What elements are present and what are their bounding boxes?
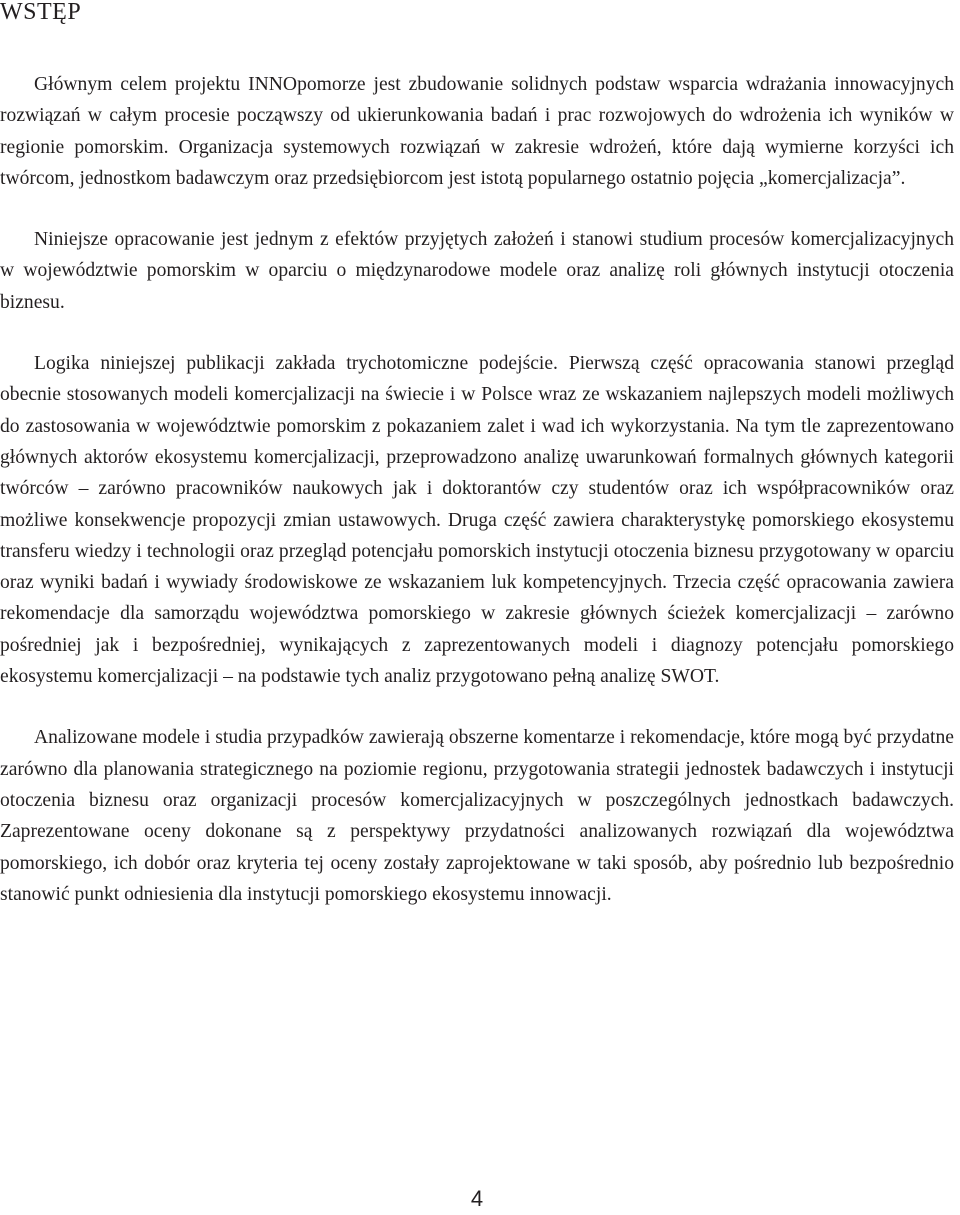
page-number: 4: [470, 1186, 484, 1211]
paragraph: Głównym celem projektu INNOpomorze jest zbudowanie solidnych podstaw wsparcia wdrażania innowacyjnych rozwiązań w całym procesie począwszy od ukierunkowania badań i prac rozwojowych do wdrożenia ich wyników w regionie pomorskim. Organizacja systemowych rozwiązań w zakresie wdrożeń, które dają wymierne korzyści ich twórcom, jednostkom badawczym oraz przedsiębiorcom jest istotą popularnego ostatnio pojęcia „komercjalizacja”.: [0, 74, 954, 189]
paragraph: Niniejsze opracowanie jest jednym z efektów przyjętych założeń i stanowi studium procesów komercjalizacyjnych w województwie pomorskim w oparciu o międzynarodowe modele oraz analizę roli głównych instytucji otoczenia biznesu.: [0, 229, 954, 313]
paragraph: Analizowane modele i studia przypadków zawierają obszerne komentarze i rekomendacje, które mogą być przydatne zarówno dla planowania strategicznego na poziomie regionu, przygotowania strategii jednostek badawczych i instytucji otoczenia biznesu oraz organizacji procesów komercjalizacyjnych w poszczególnych jednostkach badawczych. Zaprezentowane oceny dokonane są z perspektywy przydatności analizowanych rozwiązań dla województwa pomorskiego, ich dobór oraz kryteria tej oceny zostały zaprojektowane w taki sposób, aby pośrednio lub bezpośrednio stanowić punkt odniesienia dla instytucji pomorskiego ekosystemu innowacji.: [0, 727, 954, 905]
body-text: [0, 69, 954, 940]
paragraph: Logika niniejszej publikacji zakłada trychotomiczne podejście. Pierwszą część opracowania stanowi przegląd obecnie stosowanych modeli komercjalizacji na świecie i w Polsce wraz ze wskazaniem najlepszych modeli możliwych do zastosowania w województwie pomorskim z pokazaniem zalet i wad ich wykorzystania. Na tym tle zaprezentowano głównych aktorów ekosystemu komercjalizacji, przeprowadzono analizę uwarunkowań formalnych głównych kategorii twórców – zarówno pracowników naukowych jak i doktorantów czy studentów oraz ich współpracowników oraz możliwe konsekwencje propozycji zmian ustawowych. Druga część zawiera charakterystykę pomorskiego ekosystemu transferu wiedzy i technologii oraz przegląd potencjału pomorskich instytucji otoczenia biznesu przygotowany w oparciu oraz wyniki badań i wywiady środowiskowe ze wskazaniem luk kompetencyjnych. Trzecia część opracowania zawiera rekomendacje dla samorządu województwa pomorskiego w zakresie głównych ścieżek komercjalizacji – zarówno pośredniej jak i bezpośredniej, wynikających z zaprezentowanych modeli i diagnozy potencjału pomorskiego ekosystemu komercjalizacji – na podstawie tych analiz przygotowano pełną analizę SWOT.: [0, 353, 954, 688]
section-heading: WSTĘP: [0, 0, 82, 25]
